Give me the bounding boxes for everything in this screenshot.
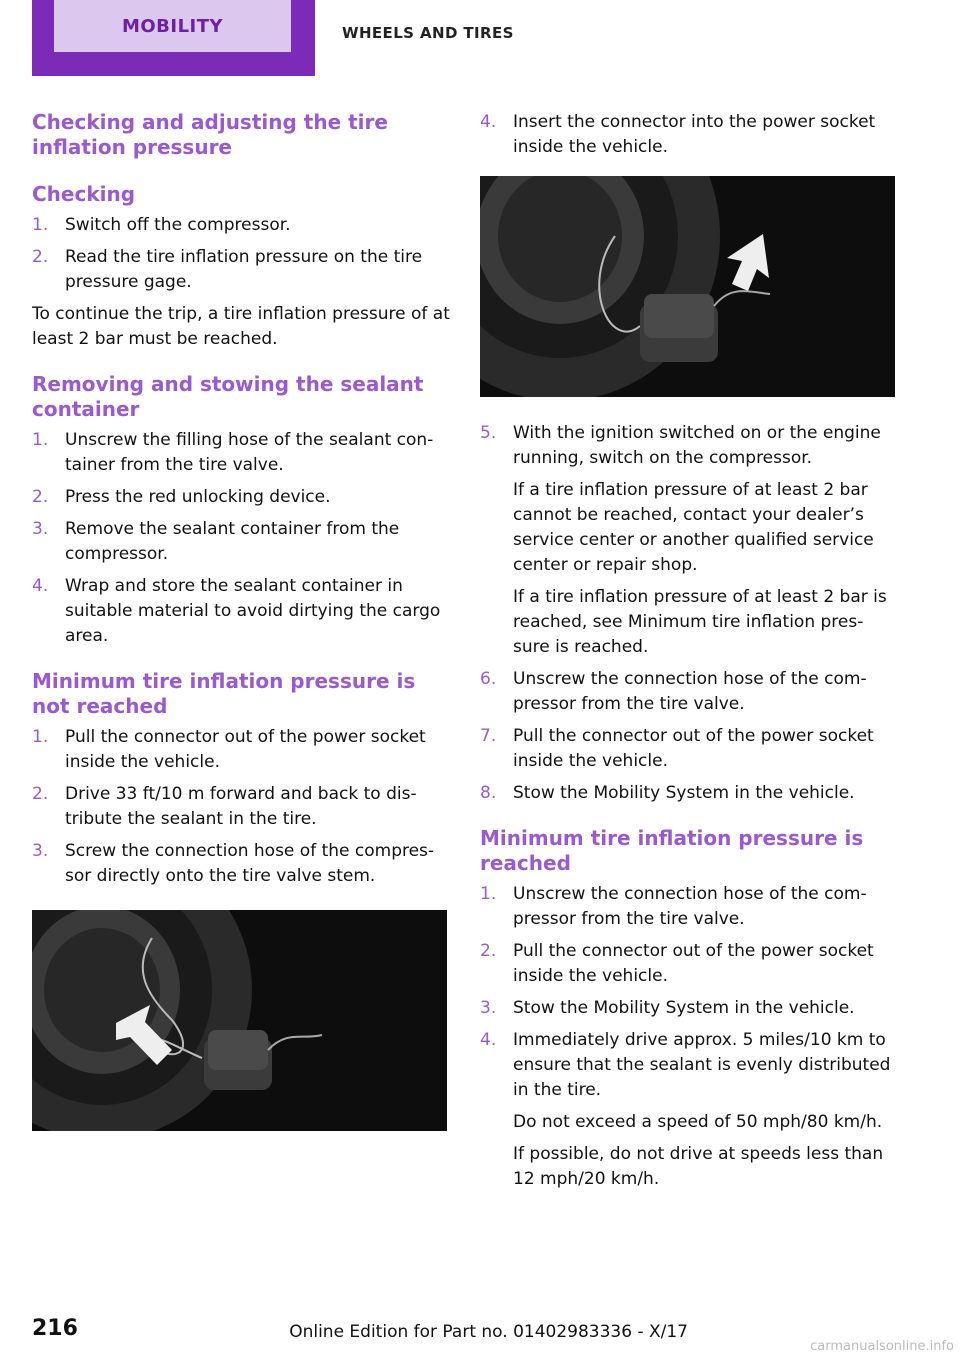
steps-continued	[480, 110, 898, 160]
step-number: 4.	[480, 1030, 497, 1050]
step-subtext: If a tire inflation pressure of at least 2 bar cannot be reached, contact your dealer’s service center or another qualified service center or repair shop.	[513, 480, 874, 575]
step-text: Read the tire inflation pressure on the tire pressure gage.	[65, 247, 423, 292]
footer-edition: Online Edition for Part no. 01402983336 - X/17	[289, 1322, 688, 1342]
step-number: 8.	[480, 783, 497, 803]
list-item	[32, 485, 450, 510]
step-number: 5.	[480, 423, 497, 443]
not-reached-steps	[32, 725, 450, 889]
list-item	[32, 782, 450, 832]
step-subtext: If a tire inflation pressure of at least 2 bar is reached, see Minimum tire inflation pres‐sure is reached.	[513, 587, 887, 657]
step-text: Immediately drive approx. 5 miles/10 km to ensure that the sealant is evenly distributed in the tire.	[513, 1030, 891, 1100]
step-text: Unscrew the filling hose of the sealant con‐tainer from the tire valve.	[65, 430, 434, 475]
power-socket-illustration	[480, 176, 895, 397]
list-item	[32, 725, 450, 775]
checking-steps	[32, 213, 450, 295]
removing-heading: Removing and stowing the sealant container	[32, 372, 424, 421]
checking-note: To continue the trip, a tire inflation pressure of at least 2 bar must be reached.	[32, 304, 450, 349]
removing-steps	[32, 428, 450, 649]
step-text: Drive 33 ft/10 m forward and back to dis‐tribute the sealant in the tire.	[65, 784, 417, 829]
reached-steps	[480, 882, 898, 1192]
step-number: 1.	[32, 430, 49, 450]
step-number: 1.	[480, 884, 497, 904]
list-item	[480, 667, 898, 717]
step-number: 7.	[480, 726, 497, 746]
checking-heading: Checking	[32, 182, 136, 206]
step-text: Remove the sealant container from the compressor.	[65, 519, 400, 564]
compressor-valve-illustration	[32, 910, 447, 1131]
step-number: 3.	[32, 841, 49, 861]
step-text: Stow the Mobility System in the vehicle.	[513, 783, 855, 803]
section-title: WHEELS AND TIRES	[342, 24, 514, 42]
not-reached-heading: Minimum tire inflation pressure is not reached	[32, 669, 416, 718]
step-number: 4.	[480, 112, 497, 132]
step-number: 3.	[32, 519, 49, 539]
step-subtext: If possible, do not drive at speeds less than 12 mph/20 km/h.	[513, 1144, 884, 1189]
list-item	[32, 839, 450, 889]
step-text: Insert the connector into the power socket inside the vehicle.	[513, 112, 876, 157]
list-item	[480, 421, 898, 660]
list-item	[32, 574, 450, 649]
list-item	[32, 213, 450, 238]
chapter-tab[interactable]	[32, 0, 315, 76]
step-text: Stow the Mobility System in the vehicle.	[513, 998, 855, 1018]
list-item	[480, 724, 898, 774]
list-item	[480, 882, 898, 932]
step-text: Unscrew the connection hose of the com‐pressor from the tire valve.	[513, 669, 867, 714]
step-subtext: Do not exceed a speed of 50 mph/80 km/h.	[513, 1112, 883, 1132]
right-column	[480, 110, 898, 1199]
chapter-tab-label: MOBILITY	[54, 0, 291, 52]
step-number: 3.	[480, 998, 497, 1018]
step-number: 6.	[480, 669, 497, 689]
step-number: 1.	[32, 215, 49, 235]
left-column	[32, 110, 450, 1131]
step-number: 2.	[32, 487, 49, 507]
watermark: carmanualsonline.info	[810, 1339, 954, 1354]
list-item	[480, 110, 898, 160]
step-text: Unscrew the connection hose of the com‐pressor from the tire valve.	[513, 884, 867, 929]
list-item	[32, 428, 450, 478]
page-title: Checking and adjusting the tire inflation pressure	[32, 110, 388, 159]
list-item	[480, 939, 898, 989]
step-number: 4.	[32, 576, 49, 596]
list-item	[32, 517, 450, 567]
page-number: 216	[32, 1316, 78, 1341]
step-text: Screw the connection hose of the compres‐sor directly onto the tire valve stem.	[65, 841, 435, 886]
step-text: With the ignition switched on or the engine running, switch on the compressor.	[513, 423, 881, 468]
step-number: 2.	[480, 941, 497, 961]
step-number: 2.	[32, 247, 49, 267]
step-number: 2.	[32, 784, 49, 804]
step-text: Wrap and store the sealant container in suitable material to avoid dirtying the cargo area.	[65, 576, 441, 646]
reached-heading: Minimum tire inflation pressure is reached	[480, 826, 864, 875]
step-text: Pull the connector out of the power socket inside the vehicle.	[513, 941, 874, 986]
step-number: 1.	[32, 727, 49, 747]
list-item	[480, 996, 898, 1021]
step-text: Pull the connector out of the power socket inside the vehicle.	[65, 727, 426, 772]
list-item	[480, 1028, 898, 1192]
step-text: Pull the connector out of the power socket inside the vehicle.	[513, 726, 874, 771]
illustration-svg	[32, 910, 447, 1131]
list-item	[32, 245, 450, 295]
illustration-svg	[480, 176, 895, 397]
steps-compressor	[480, 421, 898, 806]
list-item	[480, 781, 898, 806]
step-text: Switch off the compressor.	[65, 215, 291, 235]
step-text: Press the red unlocking device.	[65, 487, 331, 507]
